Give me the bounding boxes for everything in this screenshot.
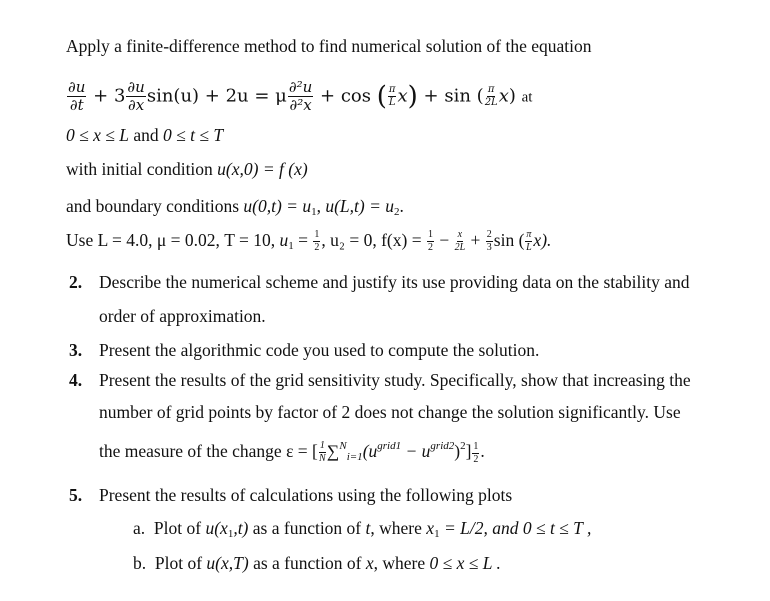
domain-line: 0 ≤ x ≤ L and 0 ≤ t ≤ T: [66, 125, 224, 145]
pde-equation: $\frac{\partial u}{\partial t}$ + 3 $\frac{\partial u}{\partial x}$ sin(u) + 2u = μ $\frac{\text{∂²u}}{\text{∂²x}}$ + cos ( $\frac{\pi}{L}$ x) + sin ( $\frac{\pi}{2L}$ x) at: [68, 78, 533, 114]
change-measure-formula: the measure of the change ε = [ $\frac{1}{N}$ $\sum^N_{i=1}(u^{grid1} - u^{grid2})^2$] $\frac{1}{2}$ .: [99, 440, 485, 465]
du-dx-fraction: $\frac{\partial u}{\partial x}$: [127, 78, 145, 114]
intro-text: Apply a finite-difference method to find numerical solution of the equation: [66, 36, 592, 56]
subitem-a: a. Plot of $u(x_1,t)$ as a function of t, where $x_1 = L/2$, and 0 ≤ t ≤ T ,: [133, 518, 592, 540]
boundary-conditions: and boundary conditions $u(0,t) = u_1$, $u(L,t) = u_2$.: [66, 196, 404, 218]
d2u-dx2-fraction: $\frac{\text{∂²u}}{\text{∂²x}}$: [288, 78, 313, 114]
initial-condition: with initial condition u(x,0) = f (x): [66, 159, 308, 179]
parameters-line: Use L = 4.0, μ = 0.02, T = 10, $u_1$ = $\frac{1}{2}$ , u₂ = 0, f(x) = $\frac{1}{2}$ − $\frac{x}{2L}$ + $\frac{2}{3}$ sin ( $\frac{\pi}{L}$ x).: [66, 229, 552, 254]
subitem-b: b. Plot of u(x,T) as a function of x, where 0 ≤ x ≤ L .: [133, 553, 501, 573]
du-dt-fraction: $\frac{\partial u}{\partial t}$: [68, 78, 86, 114]
